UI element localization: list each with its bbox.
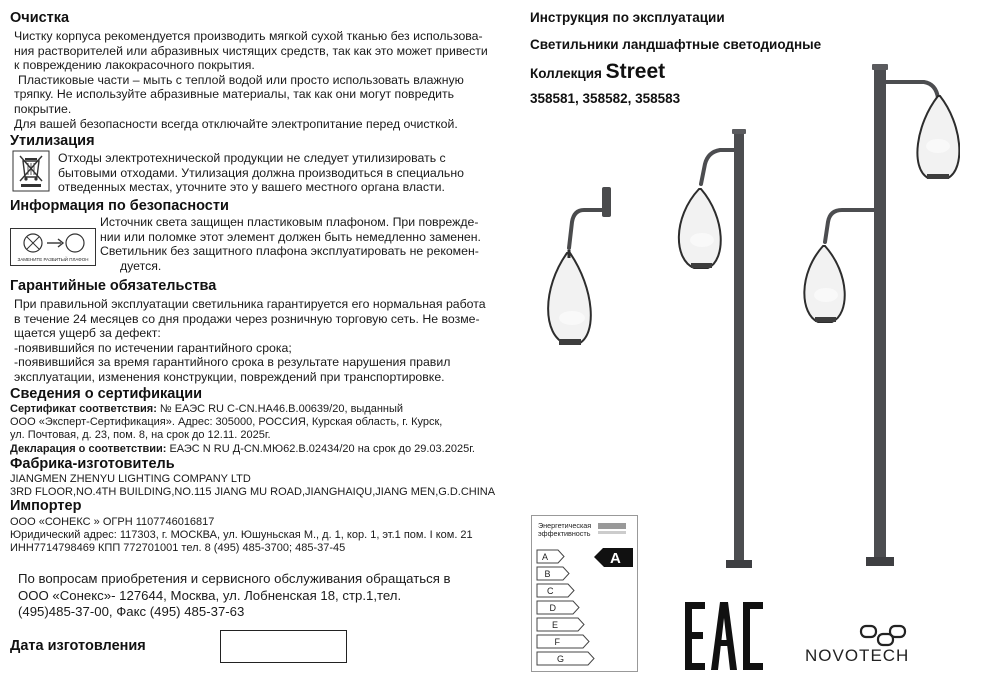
text-line: JIANGMEN ZHENYU LIGHTING COMPANY LTD [10, 473, 251, 485]
energy-class-arrow [537, 584, 574, 597]
section-title-certification: Сведения о сертификации [10, 386, 203, 402]
energy-efficiency-label [531, 515, 638, 672]
manufacture-date-label: Дата изготовления [10, 638, 146, 654]
cleaning-text [14, 29, 488, 131]
doc-title: Инструкция по эксплуатации [530, 10, 725, 25]
factory-text [10, 473, 495, 499]
text-line: бытовыми отходами. Утилизация должна производиться в специально [58, 165, 464, 180]
text-line: ООО «Эксперт-Сертификация». Адрес: 305000, РОССИЯ, Курская область, г. Курск, [10, 416, 443, 429]
text-line: Светильник без защитного плафона эксплуатировать не рекомен- [100, 244, 479, 259]
replace-broken-cover-icon [10, 228, 96, 266]
text-line: 3RD FLOOR,NO.4TH BUILDING,NO.115 JIANG MU ROAD,JIANGHAIQU,JIANG MEN,G.D.CHINA [10, 486, 496, 499]
energy-class-label: D [549, 603, 556, 613]
text-line: Для вашей безопасности всегда отключайте электропитание перед очисткой. [14, 116, 458, 131]
text-line: эксплуатации, изменения конструкции, повреждений при транспортировке. [14, 369, 445, 384]
decl-value: ЕАЭС N RU Д-CN.МЮ62.В.02434/20 на срок до 29.03.2025г. [166, 442, 475, 455]
warranty-text [14, 297, 486, 385]
contact-text [18, 571, 451, 621]
text-line: ул. Почтовая, д. 23, пом. 8, на срок до 12.11. 2025г. [10, 429, 271, 442]
icon-caption: ЗАМЕНИТЕ РАЗБИТЫЙ ПЛАФОН [17, 257, 89, 262]
text-line: Энергетическая [538, 521, 592, 530]
cert-value: № ЕАЭС RU С-CN.НА46.В.00639/20, выданный [156, 403, 404, 415]
text-line: ИНН7714798469 КПП 772701001 тел. 8 (495) 485-3700; 485-37-45 [10, 542, 346, 555]
text-line: тряпку. Не используйте абразивные материалы, так как они могут повредить [14, 87, 455, 102]
energy-class-label: G [557, 654, 565, 664]
text-line: По вопросам приобретения и сервисного обслуживания обращаться в [18, 571, 451, 586]
energy-label-title [538, 522, 591, 538]
energy-class-label: B [544, 569, 551, 579]
energy-class-label: A [542, 552, 549, 562]
decl-label: Декларация о соответствии: [10, 442, 167, 455]
wall-lamp-illustration [548, 187, 611, 345]
energy-class-label: C [547, 586, 554, 596]
text-line: покрытие. [14, 101, 72, 116]
energy-rating-label: A [610, 550, 621, 567]
safety-text [100, 215, 481, 273]
energy-class-scale [536, 548, 636, 670]
text-line: к повреждению лакокрасочного покрытия. [14, 58, 255, 73]
certification-text [10, 403, 475, 456]
energy-class-label: F [554, 637, 560, 647]
text-line: отведенных местах, уточните это у вашего местного органа власти. [58, 180, 445, 195]
text-line: -появившийся по истечении гарантийного срока; [14, 340, 292, 355]
text-line: При правильной эксплуатации светильника гарантируется его нормальная работа [14, 297, 486, 311]
medium-pole-illustration [679, 129, 752, 568]
broken-lamp-icon [11, 229, 95, 257]
text-line: ООО «Сонекс»- 127644, Москва, ул. Лобненская 18, стр.1,тел. [18, 587, 402, 603]
section-title-safety: Информация по безопасности [10, 198, 229, 214]
text-line: ООО «СОНЕКС » ОГРН 1107746016817 [10, 516, 215, 528]
text-line: Отходы электротехнической продукции не следует утилизировать с [58, 151, 446, 165]
energy-label-bar [598, 523, 626, 529]
section-title-warranty: Гарантийные обязательства [10, 278, 217, 294]
section-title-factory: Фабрика-изготовитель [10, 456, 175, 472]
section-title-disposal: Утилизация [10, 133, 95, 149]
energy-class-arrow [537, 635, 589, 648]
section-title-cleaning: Очистка [10, 10, 70, 26]
energy-class-arrow [537, 618, 584, 631]
energy-class-arrow [537, 601, 579, 614]
text-line: (495)485-37-00, Факс (495) 485-37-63 [18, 604, 245, 619]
energy-class-arrow [537, 652, 594, 665]
doc-subtitle: Светильники ландшафтные светодиодные [530, 37, 822, 52]
brand-name: NOVOTECH [805, 646, 910, 665]
eac-mark-icon [683, 600, 765, 672]
energy-label-bar [598, 531, 626, 534]
text-line: эффективность [538, 529, 591, 539]
text-line: Источник света защищен пластиковым плафоном. При поврежде- [100, 215, 479, 229]
text-line: дуется. [120, 258, 162, 273]
energy-class-arrow [537, 567, 569, 580]
energy-class-label: E [552, 620, 559, 630]
section-title-importer: Импортер [10, 498, 82, 514]
disposal-text [58, 151, 464, 195]
manufacture-date-box [220, 630, 347, 663]
model-numbers: 358581, 358582, 358583 [530, 91, 681, 106]
text-line: в течение 24 месяцев со дня продажи через розничную торговую сеть. Не возме- [14, 311, 480, 326]
text-line: Юридический адрес: 117303, г. МОСКВА, ул. Юшуньская М., д. 1, кор. 1, эт.1 пом. I ком. 21 [10, 529, 473, 542]
text-line: щается ущерб за дефект: [14, 326, 161, 341]
collection-name: Street [605, 60, 666, 83]
text-line: -появившийся за время гарантийного срока в результате нарушения правил [14, 355, 451, 370]
text-line: нии или поломке этот элемент должен быть немедленно заменен. [100, 229, 481, 244]
tall-pole-illustration [804, 64, 959, 566]
text-line: Чистку корпуса рекомендуется производить мягкой сухой тканью без использова- [14, 29, 483, 43]
product-illustration [520, 60, 960, 575]
text-line: Пластиковые части – мыть с теплой водой или просто использовать влажную [18, 72, 464, 87]
text-line: ния растворителей или абразивных чистящих средств, так как это может привести [14, 43, 488, 58]
cert-label: Сертификат соответствия: [10, 403, 157, 415]
collection-prefix: Коллекция [530, 66, 606, 81]
importer-text [10, 516, 473, 556]
weee-bin-icon [12, 150, 50, 192]
